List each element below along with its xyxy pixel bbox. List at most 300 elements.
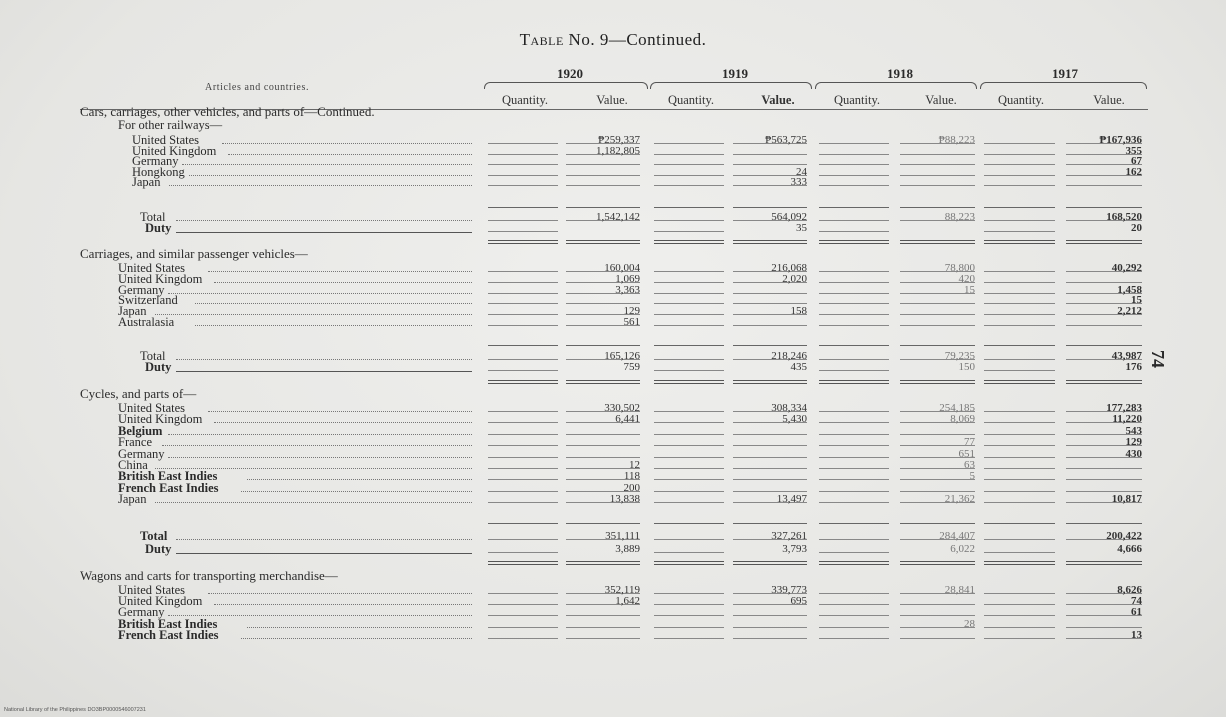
leader-dots <box>214 422 472 423</box>
subtotal-rule <box>654 207 724 208</box>
value-rule <box>1066 627 1142 628</box>
quantity-blank <box>819 293 889 294</box>
row-label: United Kingdom <box>118 412 203 426</box>
leader-dots <box>176 539 472 540</box>
subtotal-rule <box>566 345 640 346</box>
value-cell: 5 <box>969 470 975 482</box>
col-quantity: Quantity. <box>667 93 715 107</box>
value-rule <box>733 434 807 435</box>
quantity-blank <box>984 457 1055 458</box>
row-label: United Kingdom <box>118 272 203 286</box>
quantity-blank <box>654 627 724 628</box>
value-cell: 333 <box>790 176 807 188</box>
value-cell: ₱167,936 <box>1099 134 1142 146</box>
quantity-blank <box>488 627 558 628</box>
value-cell: 8,069 <box>950 413 975 425</box>
leader-dots <box>195 325 472 326</box>
double-rule <box>733 380 807 384</box>
row-label: Switzerland <box>118 293 178 307</box>
quantity-blank <box>488 231 558 232</box>
value-cell: 543 <box>1125 425 1142 437</box>
page-number: 74 <box>1148 350 1168 368</box>
quantity-blank <box>984 271 1055 272</box>
quantity-blank <box>488 175 558 176</box>
table-title-smallcaps: Table <box>519 30 564 49</box>
value-cell: ₱259,337 <box>598 134 640 146</box>
quantity-blank <box>819 593 889 594</box>
quantity-blank <box>984 502 1055 503</box>
subtotal-rule <box>733 523 807 524</box>
value-cell: 695 <box>790 595 807 607</box>
value-rule <box>733 468 807 469</box>
value-cell: 11,220 <box>1112 413 1142 425</box>
value-cell: 339,773 <box>771 584 807 596</box>
row-label: Japan <box>118 492 147 506</box>
row-label: Belgium <box>118 424 163 438</box>
value-rule <box>733 325 807 326</box>
leader-dots <box>228 154 472 155</box>
value-cell: ₱88,223 <box>938 134 975 146</box>
value-cell: 63 <box>964 459 975 471</box>
leader-dots <box>208 411 472 412</box>
quantity-blank <box>819 479 889 480</box>
quantity-blank <box>654 154 724 155</box>
value-cell: 168,520 <box>1106 211 1142 223</box>
col-quantity: Quantity. <box>997 93 1045 107</box>
value-rule <box>900 314 975 315</box>
quantity-blank <box>984 604 1055 605</box>
double-rule <box>733 240 807 244</box>
value-cell: 1,458 <box>1117 284 1142 296</box>
quantity-blank <box>488 370 558 371</box>
leader-dots <box>155 502 472 503</box>
quantity-blank <box>984 154 1055 155</box>
quantity-blank <box>654 593 724 594</box>
value-cell: 3,793 <box>782 543 807 555</box>
quantity-blank <box>654 282 724 283</box>
quantity-blank <box>488 303 558 304</box>
articles-header: Articles and countries. <box>205 82 310 93</box>
row-label: Germany <box>118 605 165 619</box>
quantity-blank <box>819 143 889 144</box>
quantity-blank <box>819 552 889 553</box>
subtotal-rule <box>819 345 889 346</box>
quantity-blank <box>488 314 558 315</box>
quantity-blank <box>654 411 724 412</box>
value-cell: 88,223 <box>944 211 975 223</box>
subtotal-rule <box>566 207 640 208</box>
double-rule <box>654 240 724 244</box>
value-cell: 216,068 <box>771 262 807 274</box>
quantity-blank <box>488 185 558 186</box>
quantity-blank <box>654 422 724 423</box>
subtotal-rule <box>733 345 807 346</box>
quantity-blank <box>488 154 558 155</box>
double-rule <box>566 240 640 244</box>
value-cell: 651 <box>958 448 975 460</box>
quantity-blank <box>819 468 889 469</box>
value-cell: 200 <box>623 482 640 494</box>
value-cell: 2,212 <box>1117 305 1142 317</box>
quantity-blank <box>488 479 558 480</box>
quantity-blank <box>654 325 724 326</box>
quantity-blank <box>984 303 1055 304</box>
quantity-blank <box>819 627 889 628</box>
value-cell: 3,889 <box>615 543 640 555</box>
value-cell: 129 <box>623 305 640 317</box>
subtotal-rule <box>1066 523 1142 524</box>
quantity-blank <box>819 411 889 412</box>
value-cell: 4,666 <box>1117 543 1142 555</box>
subtotal-rule <box>1066 345 1142 346</box>
quantity-blank <box>488 143 558 144</box>
total-label: Total <box>140 210 166 224</box>
value-rule <box>566 638 640 639</box>
year-1920: 1920 <box>557 66 583 81</box>
row-label: United Kingdom <box>132 144 217 158</box>
subtotal-rule <box>900 523 975 524</box>
row-label: British East Indies <box>118 469 218 483</box>
value-cell: 6,441 <box>615 413 640 425</box>
value-rule <box>1066 479 1142 480</box>
quantity-blank <box>984 479 1055 480</box>
row-label: France <box>118 435 153 449</box>
leader-dots <box>241 638 472 639</box>
leader-dots <box>169 185 472 186</box>
double-rule <box>566 380 640 384</box>
quantity-blank <box>488 638 558 639</box>
quantity-blank <box>819 434 889 435</box>
year-brace <box>650 82 812 89</box>
value-cell: 158 <box>790 305 807 317</box>
col-value: Value. <box>925 93 957 107</box>
row-label: French East Indies <box>118 628 219 642</box>
value-cell: 20 <box>1131 222 1142 234</box>
value-rule <box>733 303 807 304</box>
value-cell: 1,542,142 <box>596 211 640 223</box>
double-rule <box>984 240 1055 244</box>
year-1918: 1918 <box>887 66 913 81</box>
quantity-blank <box>819 638 889 639</box>
double-rule <box>984 561 1055 565</box>
leader-dots <box>168 434 472 435</box>
value-rule <box>733 293 807 294</box>
value-cell: 43,987 <box>1111 350 1142 362</box>
leader-dots <box>241 491 472 492</box>
value-rule <box>900 303 975 304</box>
leader-dots <box>168 615 472 616</box>
value-rule <box>1066 282 1142 283</box>
year-1919: 1919 <box>722 66 748 81</box>
value-cell: 254,185 <box>939 402 975 414</box>
subtotal-rule <box>1066 207 1142 208</box>
subtotal-rule <box>488 207 558 208</box>
double-rule <box>654 380 724 384</box>
value-cell: 165,126 <box>604 350 640 362</box>
quantity-blank <box>654 164 724 165</box>
quantity-blank <box>819 303 889 304</box>
value-rule <box>733 479 807 480</box>
quantity-blank <box>984 370 1055 371</box>
scan-footer: National Library of the Philippines DO3BP0000546007231 <box>4 707 146 713</box>
quantity-blank <box>984 422 1055 423</box>
value-rule <box>900 604 975 605</box>
quantity-blank <box>984 164 1055 165</box>
quantity-blank <box>488 282 558 283</box>
value-cell: 129 <box>1125 436 1142 448</box>
value-cell: 74 <box>1131 595 1142 607</box>
quantity-blank <box>984 615 1055 616</box>
value-rule <box>1066 491 1142 492</box>
row-label: United States <box>118 401 186 415</box>
quantity-blank <box>488 434 558 435</box>
quantity-blank <box>984 359 1055 360</box>
quantity-blank <box>654 370 724 371</box>
duty-leader <box>176 371 472 372</box>
section-heading: Cars, carriages, other vehicles, and parts of—Continued. <box>80 104 375 119</box>
subtotal-rule <box>819 523 889 524</box>
quantity-blank <box>488 325 558 326</box>
quantity-blank <box>654 615 724 616</box>
quantity-blank <box>819 491 889 492</box>
quantity-blank <box>654 185 724 186</box>
value-rule <box>900 434 975 435</box>
subtotal-rule <box>900 345 975 346</box>
value-rule <box>900 164 975 165</box>
value-cell: 40,292 <box>1111 262 1142 274</box>
value-cell: 118 <box>623 470 640 482</box>
col-quantity: Quantity. <box>501 93 549 107</box>
quantity-blank <box>984 411 1055 412</box>
duty-label: Duty <box>145 360 172 374</box>
leader-dots <box>168 457 472 458</box>
quantity-blank <box>654 359 724 360</box>
quantity-blank <box>654 314 724 315</box>
value-cell: 355 <box>1125 145 1142 157</box>
row-label: United Kingdom <box>118 594 203 608</box>
quantity-blank <box>488 411 558 412</box>
value-rule <box>733 164 807 165</box>
value-cell: 21,362 <box>944 493 975 505</box>
quantity-blank <box>488 502 558 503</box>
duty-leader <box>176 553 472 554</box>
quantity-blank <box>488 271 558 272</box>
value-cell: 1,069 <box>615 273 640 285</box>
leader-dots <box>195 303 472 304</box>
value-rule <box>566 445 640 446</box>
total-label: Total <box>140 349 166 363</box>
subtotal-rule <box>819 207 889 208</box>
col-value: Value. <box>596 93 628 107</box>
double-rule <box>819 380 889 384</box>
value-rule <box>733 491 807 492</box>
quantity-blank <box>819 370 889 371</box>
quantity-blank <box>488 457 558 458</box>
value-rule <box>566 457 640 458</box>
row-label: Germany <box>118 447 165 461</box>
quantity-blank <box>984 539 1055 540</box>
section-heading: Wagons and carts for transporting merchandise— <box>80 568 338 583</box>
double-rule <box>900 561 975 565</box>
double-rule <box>1066 240 1142 244</box>
subtotal-rule <box>488 345 558 346</box>
quantity-blank <box>654 638 724 639</box>
value-cell: 10,817 <box>1111 493 1142 505</box>
value-rule <box>733 445 807 446</box>
value-cell: 61 <box>1131 606 1142 618</box>
subtotal-rule <box>654 345 724 346</box>
table-title <box>0 30 1226 50</box>
quantity-blank <box>488 422 558 423</box>
leader-dots <box>162 445 472 446</box>
leader-dots <box>214 604 472 605</box>
row-label: Hongkong <box>132 165 185 179</box>
value-rule <box>733 638 807 639</box>
value-cell: 1,182,805 <box>596 145 640 157</box>
quantity-blank <box>984 231 1055 232</box>
quantity-blank <box>984 491 1055 492</box>
section-heading: Cycles, and parts of— <box>80 386 197 401</box>
quantity-blank <box>819 220 889 221</box>
year-brace <box>980 82 1147 89</box>
quantity-blank <box>654 434 724 435</box>
leader-dots <box>214 282 472 283</box>
quantity-blank <box>654 143 724 144</box>
value-rule <box>900 175 975 176</box>
value-cell: 150 <box>958 361 975 373</box>
value-rule <box>566 175 640 176</box>
leader-dots <box>176 220 472 221</box>
value-rule <box>900 615 975 616</box>
value-cell: 162 <box>1125 166 1142 178</box>
quantity-blank <box>488 445 558 446</box>
value-cell: 15 <box>964 284 975 296</box>
quantity-blank <box>819 282 889 283</box>
quantity-blank <box>654 303 724 304</box>
quantity-blank <box>654 468 724 469</box>
quantity-blank <box>819 314 889 315</box>
quantity-blank <box>819 154 889 155</box>
quantity-blank <box>488 164 558 165</box>
col-value: Value. <box>1093 93 1125 107</box>
quantity-blank <box>984 445 1055 446</box>
value-cell: 2,020 <box>782 273 807 285</box>
value-cell: 12 <box>629 459 640 471</box>
value-rule <box>900 154 975 155</box>
duty-label: Duty <box>145 221 172 235</box>
value-cell: 352,119 <box>604 584 640 596</box>
quantity-blank <box>488 552 558 553</box>
row-label: French East Indies <box>118 481 219 495</box>
quantity-blank <box>819 615 889 616</box>
quantity-blank <box>654 293 724 294</box>
value-rule <box>733 154 807 155</box>
leader-dots <box>189 175 472 176</box>
quantity-blank <box>984 468 1055 469</box>
row-label: British East Indies <box>118 617 218 631</box>
double-rule <box>819 240 889 244</box>
double-rule <box>488 240 558 244</box>
value-cell: 35 <box>796 222 807 234</box>
quantity-blank <box>488 604 558 605</box>
value-cell: 160,004 <box>604 262 640 274</box>
quantity-blank <box>984 552 1055 553</box>
value-cell: 561 <box>623 316 640 328</box>
subtotal-rule <box>654 523 724 524</box>
quantity-blank <box>654 502 724 503</box>
value-cell: 77 <box>964 436 975 448</box>
value-rule <box>566 303 640 304</box>
value-cell: 13,497 <box>776 493 807 505</box>
quantity-blank <box>488 539 558 540</box>
subtotal-rule <box>488 523 558 524</box>
quantity-blank <box>819 164 889 165</box>
subtotal-rule <box>733 207 807 208</box>
double-rule <box>488 561 558 565</box>
section-subheading: For other railways— <box>118 118 223 132</box>
year-brace <box>815 82 977 89</box>
row-label: Australasia <box>118 315 175 329</box>
value-cell: 28,841 <box>944 584 975 596</box>
quantity-blank <box>488 293 558 294</box>
table-title-rest: No. 9—Continued. <box>568 30 707 49</box>
quantity-blank <box>984 282 1055 283</box>
value-cell: 13,838 <box>609 493 640 505</box>
value-rule <box>900 638 975 639</box>
value-cell: ₱563,725 <box>765 134 807 146</box>
total-label: Total <box>140 529 168 543</box>
value-cell: 78,800 <box>944 262 975 274</box>
subtotal-rule <box>900 207 975 208</box>
value-rule <box>900 325 975 326</box>
quantity-blank <box>984 627 1055 628</box>
quantity-blank <box>984 325 1055 326</box>
duty-leader <box>176 232 472 233</box>
row-label: United States <box>118 261 186 275</box>
row-label: United States <box>132 133 200 147</box>
value-cell: 3,363 <box>615 284 640 296</box>
leader-dots <box>168 293 472 294</box>
value-cell: 327,261 <box>771 530 807 542</box>
col-value: Value. <box>761 93 795 107</box>
value-cell: 200,422 <box>1106 530 1142 542</box>
value-rule <box>733 627 807 628</box>
quantity-blank <box>654 491 724 492</box>
quantity-blank <box>654 539 724 540</box>
quantity-blank <box>984 175 1055 176</box>
quantity-blank <box>819 445 889 446</box>
double-rule <box>488 380 558 384</box>
leader-dots <box>208 593 472 594</box>
value-rule <box>733 457 807 458</box>
value-cell: 177,283 <box>1106 402 1142 414</box>
leader-dots <box>222 143 472 144</box>
subtotal-rule <box>566 523 640 524</box>
value-cell: 28 <box>964 618 975 630</box>
double-rule <box>900 240 975 244</box>
leader-dots <box>247 627 472 628</box>
value-rule <box>900 491 975 492</box>
value-rule <box>566 627 640 628</box>
quantity-blank <box>488 593 558 594</box>
quantity-blank <box>654 271 724 272</box>
leader-dots <box>247 479 472 480</box>
value-cell: 218,246 <box>771 350 807 362</box>
row-label: Japan <box>118 304 147 318</box>
quantity-blank <box>819 359 889 360</box>
row-label: China <box>118 458 148 472</box>
quantity-blank <box>819 185 889 186</box>
